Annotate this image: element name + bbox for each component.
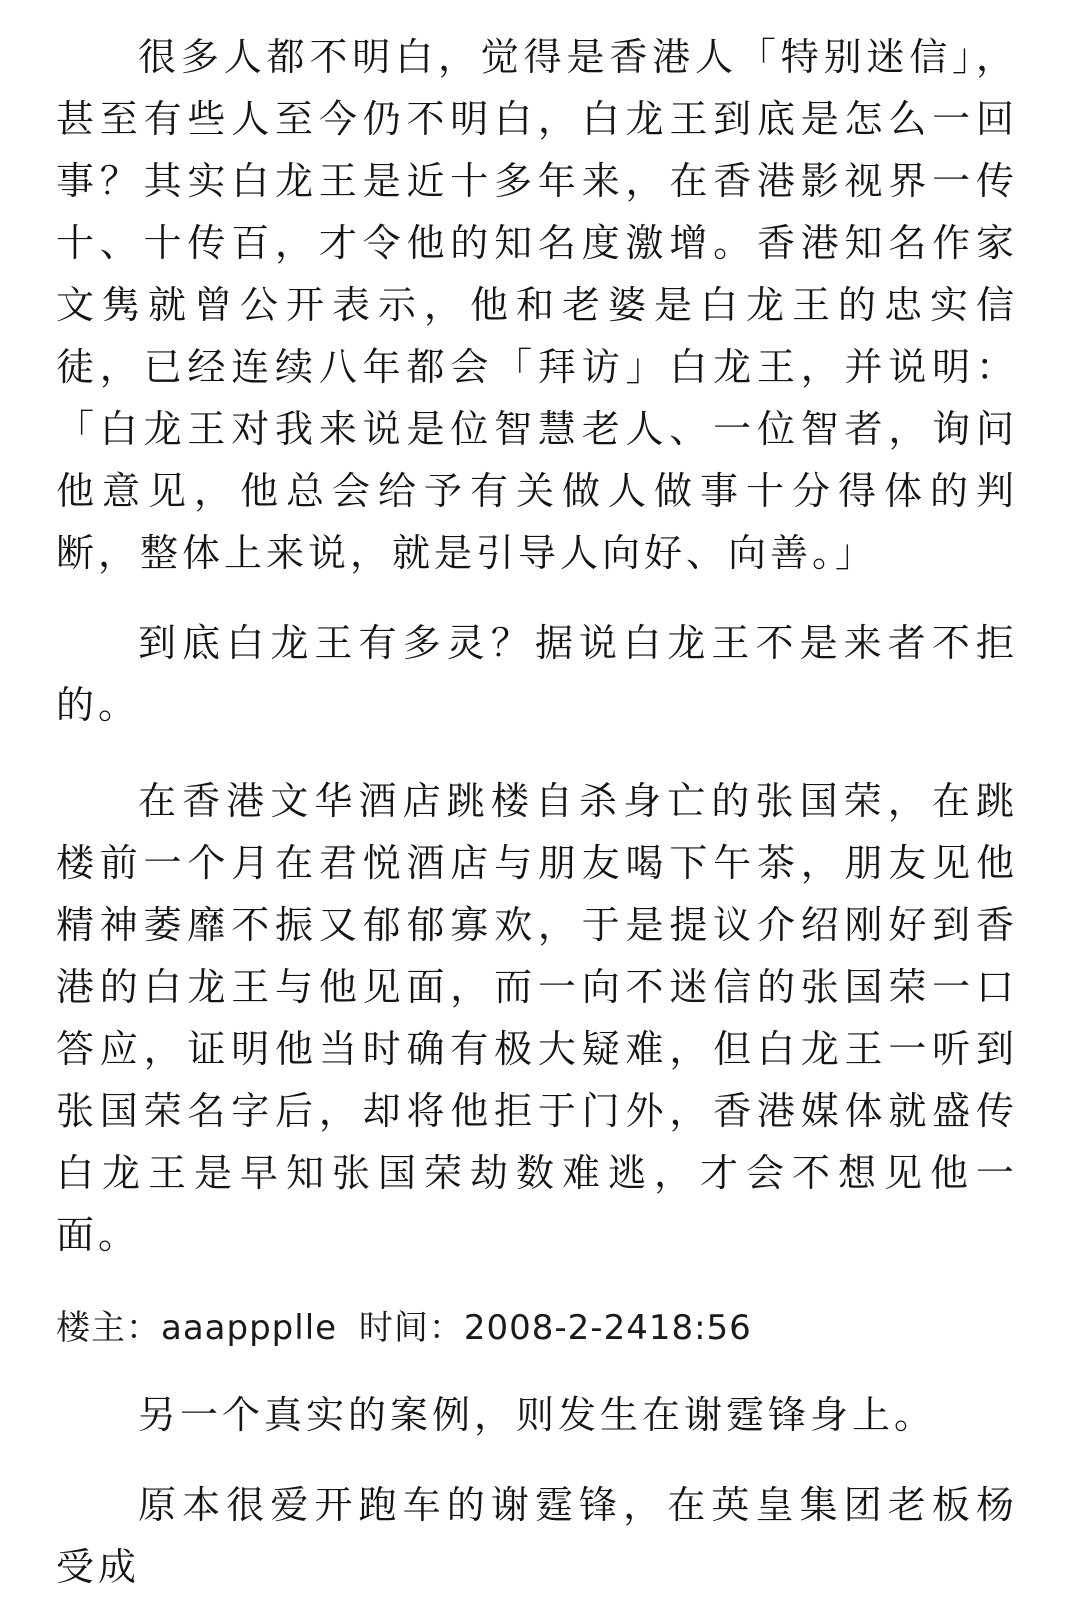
article-paragraph: 在香港文华酒店跳楼自杀身亡的张国荣，在跳楼前一个月在君悦酒店与朋友喝下午茶，朋友见他精神萎靡不振又郁郁寡欢，于是提议介绍刚好到香港的白龙王与他见面，而一向不迷信的张国荣一口答应，证明他当时确有极大疑难，但白龙王一听到张国荣名字后，却将他拒于门外，香港媒体就盛传白龙王是早知张国荣劫数难逃，才会不想见他一面。 [56,779,1018,1257]
article-paragraph: 另一个真实的案例，则发生在谢霆锋身上。 [138,1393,937,1437]
article-paragraph: 原本很爱开跑车的谢霆锋，在英皇集团老板杨受成 [56,1483,1018,1589]
article-paragraph: 到底白龙王有多灵？据说白龙王不是来者不拒的。 [56,621,1018,727]
post-time: 时间：2008-2-2418:56 [358,1308,752,1348]
article-paragraph: 很多人都不明白，觉得是香港人「特别迷信」，甚至有些人至今仍不明白，白龙王到底是怎么一回事？其实白龙王是近十多年来，在香港影视界一传十、十传百，才令他的知名度激增。香港知名作家文隽就曾公开表示，他和老婆是白龙王的忠实信徒，已经连续八年都会「拜访」白龙王，并说明：「白龙王对我来说是位智慧老人、一位智者，询问他意见，他总会给予有关做人做事十分得体的判断，整体上来说，就是引导人向好、向善。」 [56,35,1018,575]
post-meta [56,1300,1018,1356]
post-author: 楼主：aaappplle [56,1308,338,1348]
